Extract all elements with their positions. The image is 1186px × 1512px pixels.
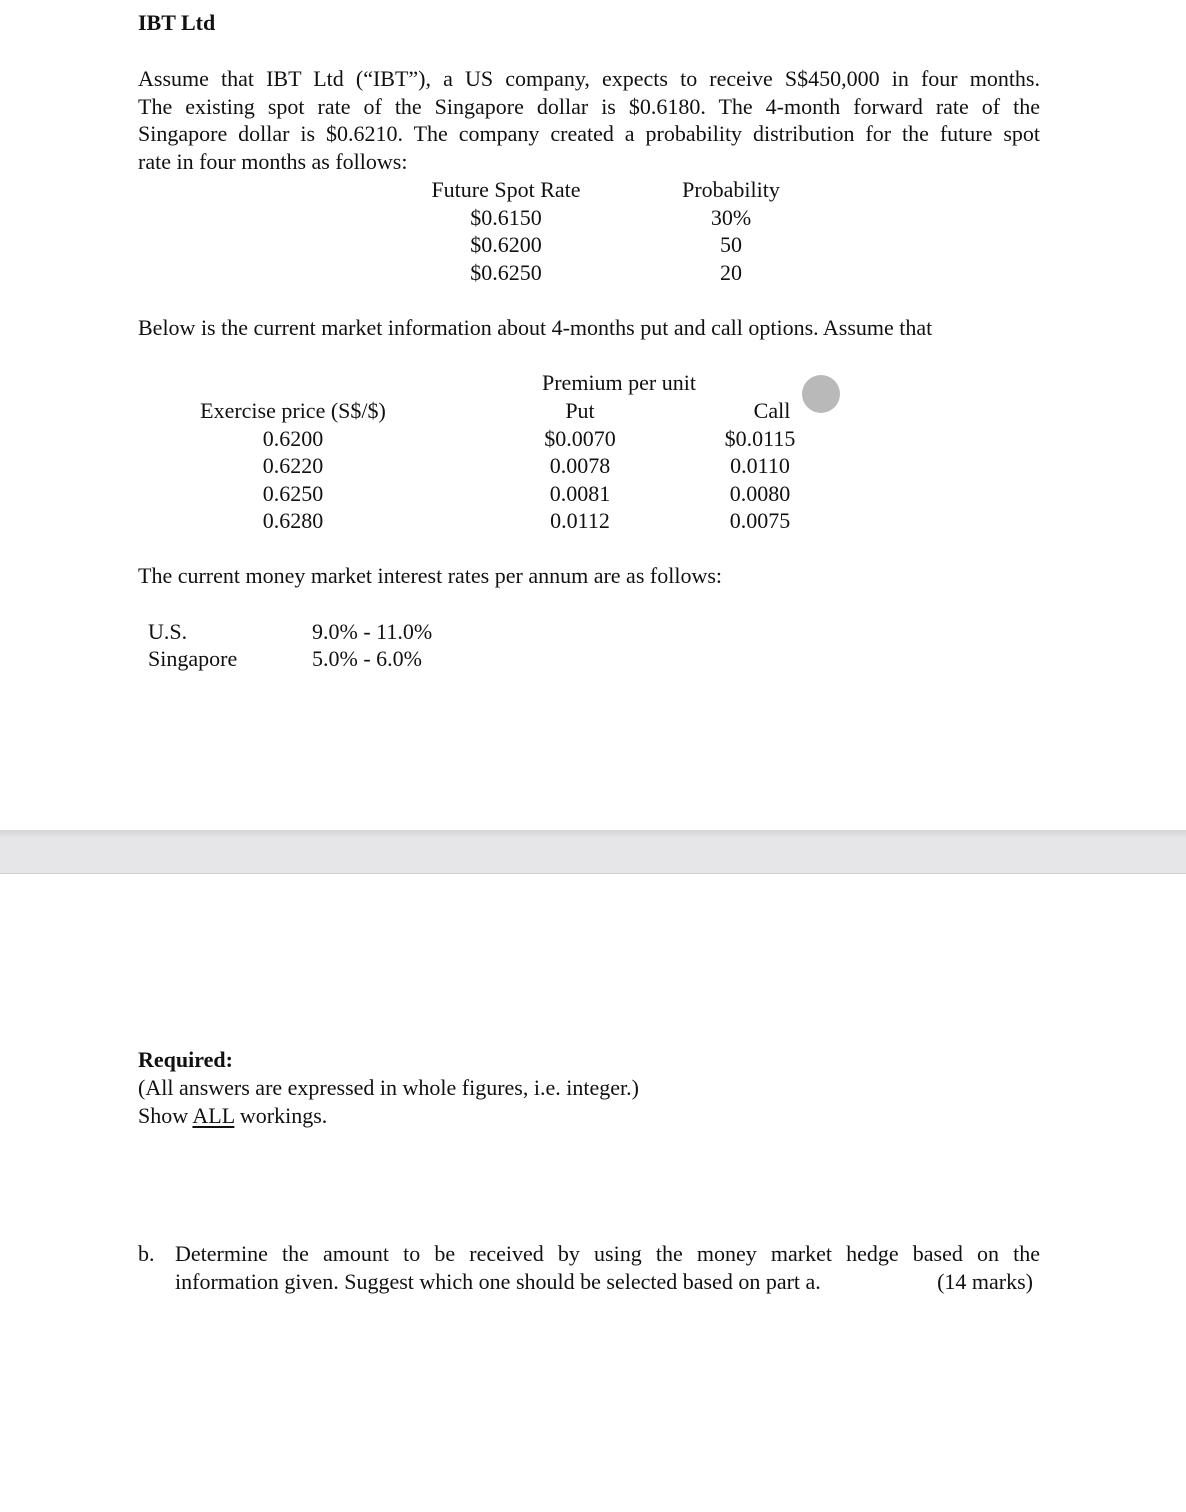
document-title: IBT Ltd (138, 10, 216, 35)
intro-paragraph (138, 65, 1040, 175)
spot-rate-value: $0.6200 (470, 232, 542, 257)
document-page-2 (0, 874, 1186, 1512)
call-premium: 0.0080 (729, 480, 791, 506)
exercise-price-value: 0.6250 (262, 480, 324, 506)
spot-rate-value: $0.6250 (470, 259, 542, 285)
put-header: Put (565, 398, 595, 423)
page-break (0, 830, 1186, 874)
required-heading: Required: (138, 1047, 233, 1072)
rates-intro: The current money market interest rates per annum are as follows: (138, 563, 722, 588)
workings-suffix: workings. (234, 1103, 328, 1128)
probability-column (666, 176, 796, 286)
cursor-dot (802, 375, 840, 413)
rate-range: 5.0% - 6.0% (312, 646, 422, 671)
intro-line: Assume that IBT Ltd (“IBT”), a US company, expects to receive S$450,000 in four months. (138, 66, 1040, 91)
probability-value: 30% (710, 204, 752, 230)
spot-rate-value: $0.6150 (470, 204, 542, 230)
probability-header: Probability (682, 177, 780, 202)
spot-rate-header: Future Spot Rate (431, 177, 581, 202)
call-premium: $0.0115 (724, 425, 796, 451)
call-column (700, 397, 820, 535)
exercise-price-value: 0.6280 (262, 508, 324, 533)
intro-line: Singapore dollar is $0.6210. The company created a probability distribution for the future spot (138, 121, 1040, 146)
call-premium: 0.0110 (730, 453, 790, 478)
country-label: Singapore (148, 646, 238, 671)
intro-line: rate in four months as follows: (138, 148, 408, 174)
put-premium: 0.0081 (549, 480, 611, 506)
put-premium: 0.0112 (550, 508, 610, 533)
required-workings (138, 1102, 327, 1130)
spot-rate-column (416, 176, 596, 286)
put-premium: $0.0070 (544, 425, 616, 451)
put-premium: 0.0078 (549, 453, 611, 478)
call-header: Call (753, 398, 791, 423)
exercise-price-header: Exercise price (S$/$) (200, 398, 386, 423)
question-number: b. (138, 1241, 155, 1266)
question-line: Determine the amount to be received by using the money market hedge based on the (175, 1241, 1040, 1266)
intro-line: The existing spot rate of the Singapore dollar is $0.6180. The 4-month forward rate of the (138, 93, 1040, 119)
country-label: U.S. (148, 619, 188, 644)
call-premium: 0.0075 (729, 508, 791, 533)
options-intro: Below is the current market information about 4-months put and call options. Assume that (138, 315, 933, 340)
workings-prefix: Show (138, 1103, 193, 1128)
exercise-price-value: 0.6220 (262, 453, 324, 478)
question-marks: (14 marks) (937, 1268, 1033, 1294)
question-line: information given. Suggest which one should be selected based on part a. (175, 1268, 821, 1294)
workings-emphasis: ALL (192, 1103, 235, 1128)
premium-header: Premium per unit (542, 370, 696, 395)
exercise-price-column (180, 397, 406, 535)
put-column (520, 397, 640, 535)
probability-value: 20 (720, 259, 742, 285)
rate-range: 9.0% - 11.0% (312, 619, 433, 644)
required-instruction: (All answers are expressed in whole figures, i.e. integer.) (138, 1075, 639, 1100)
exercise-price-value: 0.6200 (262, 425, 324, 451)
probability-value: 50 (720, 232, 742, 257)
